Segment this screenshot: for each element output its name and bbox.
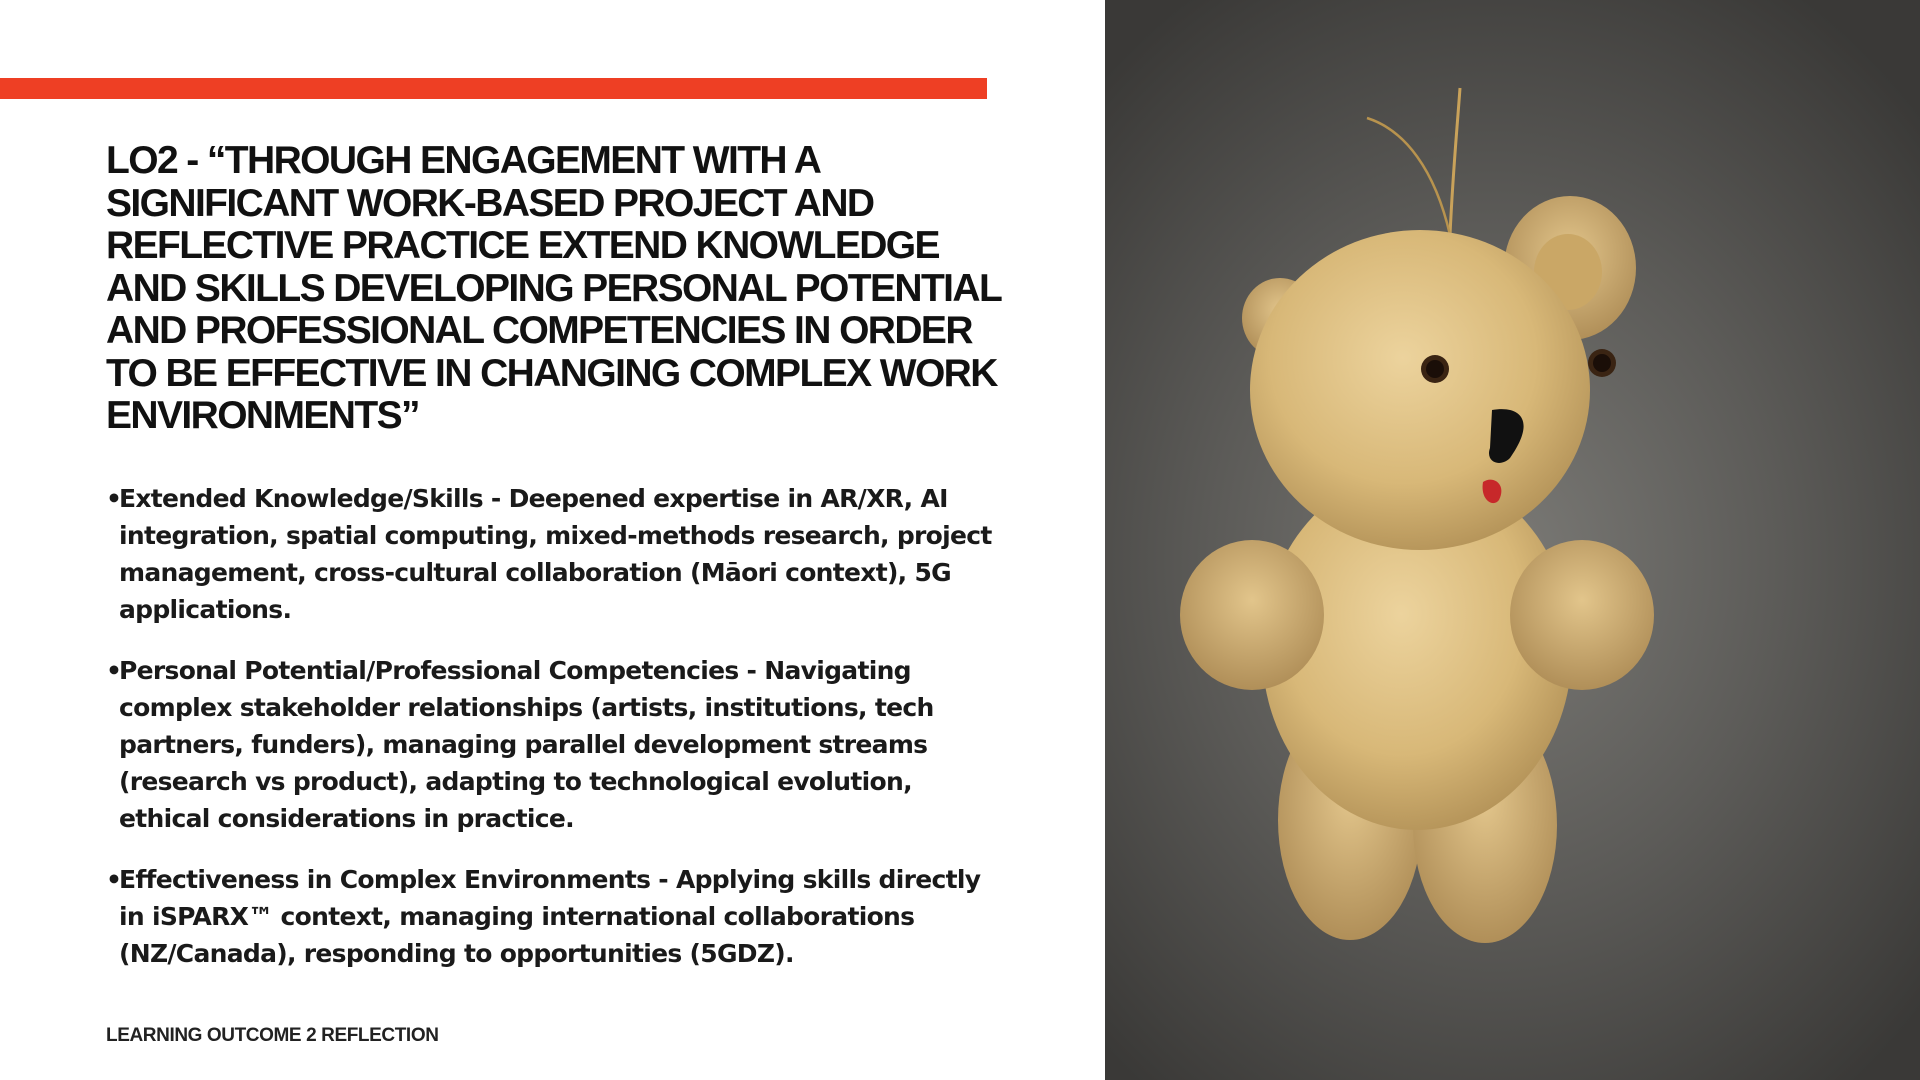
bullet-list	[106, 480, 1006, 996]
slide-title: LO2 - “THROUGH ENGAGEMENT WITH A SIGNIFICANT WORK-BASED PROJECT AND REFLECTIVE PRACTICE EXTEND KNOWLEDGE AND SKILLS DEVELOPING PERSONAL POTENTIAL AND PROFESSIONAL COMPETENCIES IN ORDER TO BE EFFECTIVE IN CHANGING COMPLEX WORK ENVIRONMENTS”	[106, 139, 1001, 437]
bullet-item	[106, 652, 1006, 837]
bullet-text: Extended Knowledge/Skills - Deepened expertise in AR/XR, AI integration, spatial computing, mixed-methods research, project management, cross-cultural collaboration (Māori context), 5G applications.	[119, 484, 992, 624]
bullet-dot-icon: •	[106, 656, 122, 685]
bullet-dot-icon: •	[106, 865, 122, 894]
teddy-bear-illustration	[1105, 0, 1920, 1080]
bullet-item	[106, 480, 1006, 628]
slide-footer: LEARNING OUTCOME 2 REFLECTION	[106, 1025, 439, 1046]
bullet-text: Personal Potential/Professional Competencies - Navigating complex stakeholder relationships (artists, institutions, tech partners, funders), managing parallel development streams (research vs product), adapting to technological evolution, ethical considerations in practice.	[119, 656, 934, 833]
bullet-item	[106, 861, 1006, 972]
bullet-text: Effectiveness in Complex Environments - Applying skills directly in iSPARX™ context, managing international collaborations (NZ/Canada), responding to opportunities (5GDZ).	[119, 865, 981, 968]
bullet-dot-icon: •	[106, 484, 122, 513]
accent-bar	[0, 78, 987, 99]
teddy-bear-photo	[1105, 0, 1920, 1080]
